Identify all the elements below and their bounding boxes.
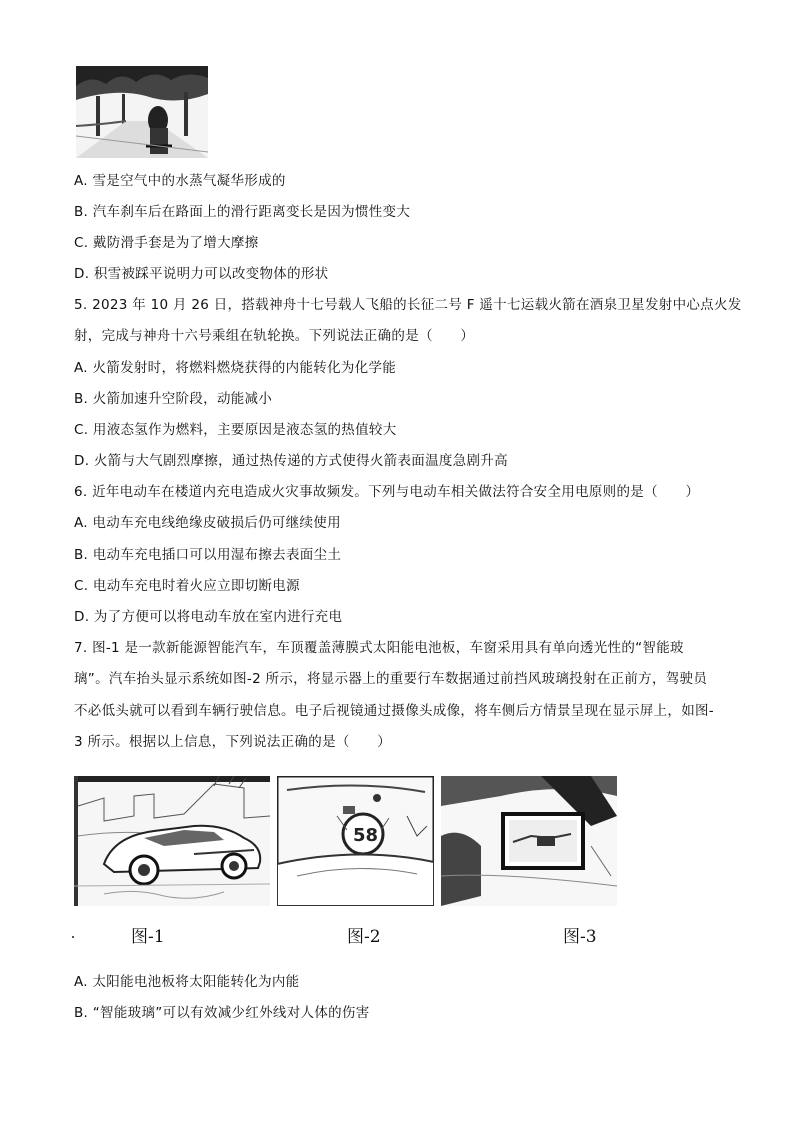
mirror-photo-icon (441, 776, 617, 906)
q7-stem-line1: 7. 图-1 是一款新能源智能汽车，车顶覆盖薄膜式太阳能电池板，车窗采用具有单向透光性的“智能玻 (74, 640, 684, 656)
q4-option-d: D. 积雪被踩平说明力可以改变物体的形状 (74, 266, 329, 282)
figure-2-caption: 图-2 (347, 927, 381, 947)
q7-stem-line4: 3 所示。根据以上信息，下列说法正确的是（ ） (74, 734, 392, 750)
q4-option-b: B. 汽车刹车后在路面上的滑行距离变长是因为惯性变大 (74, 204, 411, 220)
figure-3-caption: 图-3 (563, 927, 597, 947)
q4-option-c: C. 戴防滑手套是为了增大摩擦 (74, 235, 259, 251)
q5-option-b: B. 火箭加速升空阶段，动能减小 (74, 391, 273, 407)
q7-option-b: B. “智能玻璃”可以有效减少红外线对人体的伤害 (74, 1005, 370, 1021)
snow-street-photo-icon (76, 66, 208, 158)
q6-option-b: B. 电动车充电插口可以用湿布擦去表面尘土 (74, 547, 342, 563)
q6-stem: 6. 近年电动车在楼道内充电造成火灾事故频发。下列与电动车相关做法符合安全用电原则的是（ ） (74, 484, 700, 500)
q6-option-d: D. 为了方便可以将电动车放在室内进行充电 (74, 609, 343, 625)
figure-1-caption: 图-1 (131, 927, 165, 947)
q5-stem-line2: 射，完成与神舟十六号乘组在轨轮换。下列说法正确的是（ ） (74, 328, 475, 344)
q5-stem-line1: 5. 2023 年 10 月 26 日，搭载神舟十七号载人飞船的长征二号 F 遥十七运载火箭在酒泉卫星发射中心点火发 (74, 297, 742, 313)
q7-stem-line2: 璃”。汽车抬头显示系统如图-2 所示，将显示器上的重要行车数据通过前挡风玻璃投射在正前方，驾驶员 (74, 671, 708, 687)
q5-option-a: A. 火箭发射时，将燃料燃烧获得的内能转化为化学能 (74, 360, 397, 376)
car-photo-icon (74, 776, 270, 906)
q4-option-a: A. 雪是空气中的水蒸气凝华形成的 (74, 173, 286, 189)
stray-dot (72, 936, 74, 938)
hud-speed-text: 58 (353, 825, 379, 846)
q7-option-a: A. 太阳能电池板将太阳能转化为内能 (74, 974, 300, 990)
q6-option-c: C. 电动车充电时着火应立即切断电源 (74, 578, 300, 594)
hud-photo-icon (277, 776, 434, 906)
q5-option-d: D. 火箭与大气剧烈摩擦，通过热传递的方式使得火箭表面温度急剧升高 (74, 453, 508, 469)
q5-option-c: C. 用液态氢作为燃料，主要原因是液态氢的热值较大 (74, 422, 397, 438)
q6-option-a: A. 电动车充电线绝缘皮破损后仍可继续使用 (74, 515, 341, 531)
q7-stem-line3: 不必低头就可以看到车辆行驶信息。电子后视镜通过摄像头成像，将车侧后方情景呈现在显示屏上，如图- (74, 703, 714, 719)
